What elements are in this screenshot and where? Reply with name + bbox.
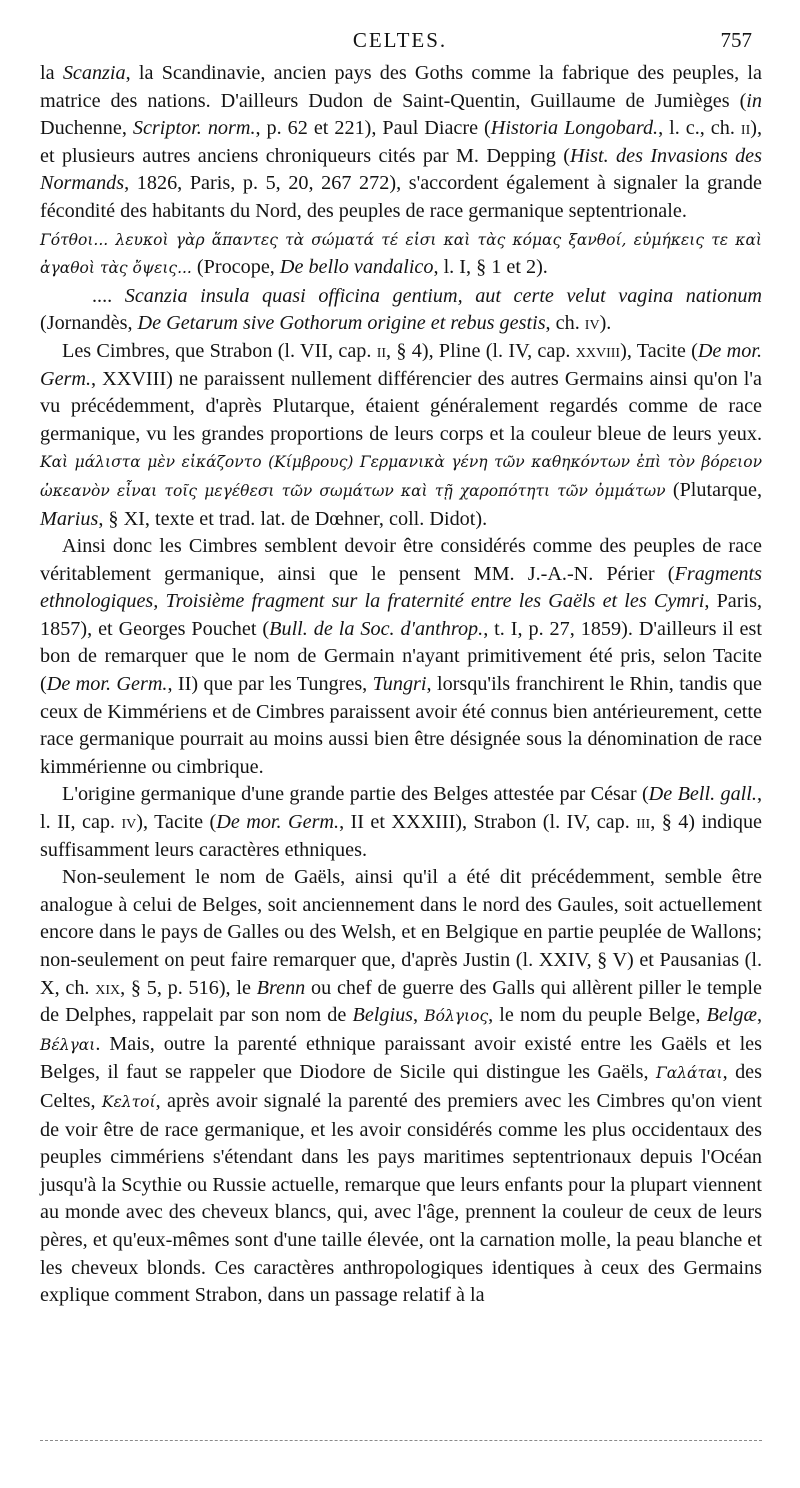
italic-span: Marius (40, 507, 99, 530)
smallcaps-span: ii (376, 339, 387, 362)
text-span: .... (92, 284, 125, 307)
smallcaps-span: ii (740, 117, 751, 140)
text-span: , II) que par les Tungres, (167, 673, 373, 696)
text-span: ). (599, 312, 612, 335)
greek-span: Βόλγιος (424, 1007, 489, 1026)
text-span: , lorsqu'ils franchirent le Rhin, tandis que ceux de Kimmériens et de Cimbres paraissent avoir été connus bien antérieurement, cette race germanique pourrait au moins aussi bien être désignée sous la dénomination de race kimmérienne ou cimbrique. (40, 673, 762, 778)
text-span: , des Celtes, (40, 1061, 762, 1112)
text-span: , § 4) indique suffisamment leurs caractères ethniques. (40, 811, 763, 861)
italic-span: Hist. des Invasions des Normands (40, 144, 762, 195)
text-span: , Paris, 1857), et Georges Pouchet ( (40, 590, 762, 640)
text-span: , 1826, Paris, p. 5, 20, 267 272), s'accordent également à signaler la grande fécondité des habitants du Nord, des peuples de race germanique septentrionale. (40, 172, 762, 222)
text-span: , § 4), Pline (l. IV, cap. (386, 339, 576, 362)
text-span: ), et plusieurs autres anciens chroniqueurs cités par M. Depping ( (40, 117, 763, 167)
text-span: (Procope, (191, 256, 280, 279)
italic-span: Scriptor. norm. (132, 117, 256, 140)
text-span: , § XI, texte et trad. lat. de Dœhner, coll. Didot). (98, 507, 488, 530)
text-span: . Mais, outre la parenté ethnique paraissant avoir existé entre les Gaëls et les Belges, il faut se rappeler que Diodore de Sicile qui distingue les Gaëls, (40, 1032, 762, 1084)
paragraph-non-seulement (40, 864, 762, 1310)
italic-span: in (746, 89, 762, 112)
greek-span: Κελτοί (101, 1092, 156, 1111)
paragraph-ainsi-donc (40, 533, 762, 781)
text-span: (Plutarque, (665, 478, 762, 501)
quote-jornandes (40, 283, 762, 338)
quote-procope (40, 226, 762, 283)
running-title: CELTES. (352, 28, 448, 52)
italic-span: De mor. Germ. (216, 811, 340, 834)
text-span: ou chef de guerre des Galls qui allèrent piller le temple de Delphes, rappelait par son nom de (40, 976, 762, 1027)
text-span: , p. 62 et 221), Paul Diacre ( (255, 117, 491, 140)
italic-span: De bello vandalico (279, 256, 434, 279)
italic-span: Tungri (372, 673, 427, 696)
text-span: ), Tacite ( (620, 339, 698, 362)
text-span: Ainsi donc les Cimbres semblent devoir être considérés comme des peuples de race véritablement germanique, ainsi que le pensent MM. J.-A.-N. Périer ( (40, 535, 762, 585)
italic-span: Belgius (352, 1004, 414, 1027)
smallcaps-span: iv (584, 312, 600, 335)
text-span: la (40, 62, 63, 84)
text-span: Duchenne, (40, 117, 133, 140)
italic-span: De Bell. gall. (648, 783, 757, 806)
text-span: Les Cimbres, que Strabon (l. VII, cap. (62, 339, 377, 362)
italic-span: Scanzia insula quasi officina gentium, aut certe velut vagina nationum (124, 284, 763, 307)
text-span: , l. c., ch. (658, 117, 741, 140)
text-span: , après avoir signalé la parenté des premiers avec les Cimbres qu'on vient de voir être de race germanique, et les avoir considérés comme les plus occidentaux des peuples cimmériens s'étendant dans les pays maritimes septentrionaux depuis l'Océan jusqu'à la Scythie ou Russie actuelle, remarque que leurs enfants pour la plupart viennent au monde avec des cheveux blancs, qui, avec l'âge, prennent la couleur de ceux de leurs pères, et qu'eux-mêmes sont d'une taille élevée, ont la carnation molle, la peau blanche et les cheveux blonds. Ces caractères anthropologiques identiques à ceux des Germains explique comment Strabon, dans un passage relatif à la (40, 1089, 762, 1307)
text-span: (Jornandès, (40, 312, 138, 335)
text-span: , § 5, p. 516), le (120, 976, 257, 999)
greek-span: Γαλάται (655, 1064, 723, 1083)
italic-span: De Getarum sive Gothorum origine et rebus gestis (137, 312, 546, 335)
italic-span: Brenn (256, 976, 306, 999)
text-span: , l. II, cap. (40, 783, 762, 834)
italic-span: Historia Longobard. (490, 117, 659, 140)
italic-span: Bull. de la Soc. d'anthrop. (269, 617, 484, 640)
text-span: , (413, 1004, 425, 1027)
smallcaps-span: xxviii (575, 339, 621, 362)
text-span: ), Tacite ( (136, 811, 217, 834)
paragraph-belges-origine (40, 781, 762, 864)
paragraph-cimbres (40, 338, 762, 533)
greek-span: Βέλγαι (40, 1035, 96, 1054)
paragraph-continuation (40, 60, 762, 226)
italic-span: De mor. Germ. (40, 339, 762, 390)
text-span: , XXVIII) ne paraissent nullement différencier des autres Germains ainsi qu'on l'a vu précédemment, d'après Plutarque, étaient généralement regardés comme de race germanique, vu les grandes proportions de leurs corps et la couleur bleue de leurs yeux. (40, 367, 762, 445)
greek-span: Καὶ μάλιστα μὲν εἰκάζοντο (Κίμβρους) Γερμανικὰ γένη τῶν καθηκόντων ἐπὶ τὸν βόρειον ὠκεανὸν εἶναι τοῖς μεγέθεσι τῶν σωμάτων καὶ τῇ χαροπότητι τῶν ὀμμάτων (40, 453, 762, 500)
smallcaps-span: iv (121, 811, 137, 834)
text-span: Non-seulement le nom de Gaëls, ainsi qu'il a été dit précédemment, semble être analogue à celui de Belges, soit anciennement dans le nord des Gaules, soit actuellement encore dans le pays de Galles ou des Welsh, et en Belgique en partie peuplée de Wallons; non-seulement on peut faire remarquer que, d'après Justin (l. XXIV, § V) et Pausanias (l. X, ch. (40, 866, 762, 999)
italic-span: Belgæ (706, 1004, 757, 1027)
text-span: , II et XXXIII), Strabon (l. IV, cap. (339, 811, 637, 834)
text-span: , l. I, § 1 et 2). (433, 256, 548, 279)
text-span: L'origine germanique d'une grande partie des Belges attestée par César ( (62, 783, 649, 806)
text-span: , t. I, p. 27, 1859). D'ailleurs il est bon de remarquer que le nom de Germain n'ayant primitivement été pris, selon Tacite ( (40, 617, 762, 696)
bottom-rule (40, 1440, 762, 1441)
text-span: , le nom du peuple Belge, (488, 1004, 707, 1027)
text-span: , (756, 1004, 763, 1027)
page-header (40, 26, 760, 56)
page-body (40, 60, 762, 1310)
greek-span: Γότθοι... λευκοὶ γὰρ ἅπαντες τὰ σώματά τέ εἰσι καὶ τὰς κόμας ξανθοί, εὐμήκεις τε καὶ ἀγαθοὶ τὰς ὄψεις... (40, 230, 762, 278)
smallcaps-span: xix (95, 976, 121, 999)
italic-span: Scanzia (62, 62, 126, 84)
smallcaps-span: iii (636, 811, 651, 834)
italic-span: Fragments ethnologiques, Troisième fragment sur la fraternité entre les Gaëls et les Cymri (40, 562, 762, 613)
page-number: 757 (720, 28, 752, 52)
text-span: , ch. (545, 312, 585, 335)
text-span: , la Scandinavie, ancien pays des Goths comme la fabrique des peuples, la matrice des nations. D'ailleurs Dudon de Saint-Quentin, Guillaume de Jumièges ( (40, 62, 762, 112)
italic-span: De mor. Germ. (46, 673, 168, 696)
